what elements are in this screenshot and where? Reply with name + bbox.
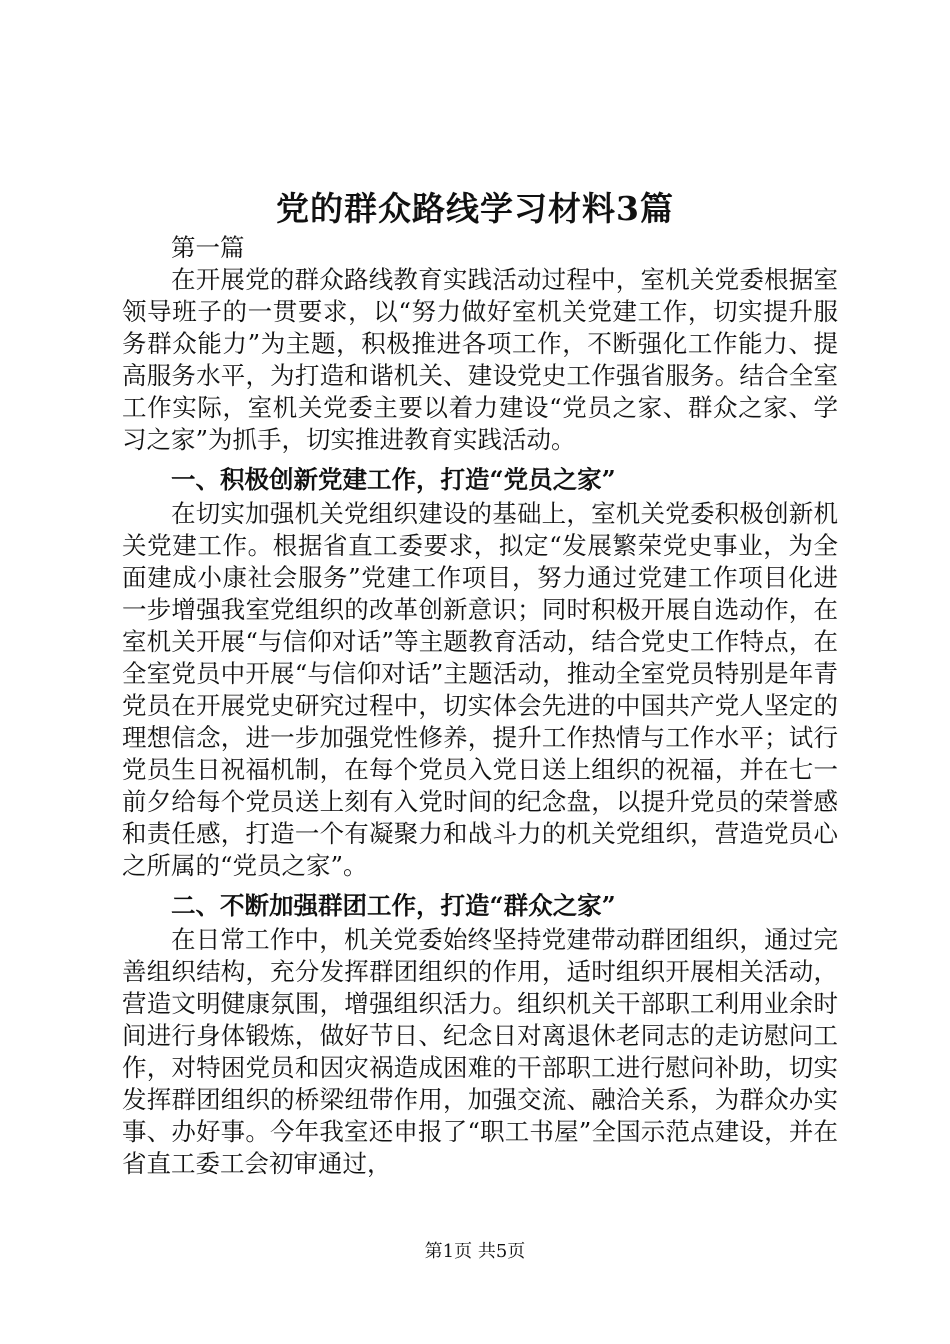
section-label: 第一篇: [171, 233, 245, 262]
page-footer: 第1页 共5页: [424, 1241, 526, 1262]
paragraph: 在切实加强机关党组织建设的基础上，室机关党委积极创新机关党建工作。根据省直工委要求，拟定“发展繁荣党史事业，为全面建成小康社会服务”党建工作项目，努力通过党建工作项目化进一步增强我室党组织的改革创新意识；同时积极开展自选动作，在室机关开展“与信仰对话”等主题教育活动，结合党史工作特点，在全室党员中开展“与信仰对话”主题活动，推动全室党员特别是年青党员在开展党史研究过程中，切实体会先进的中国共产党人坚定的理想信念，进一步加强党性修养，提升工作热情与工作水平；试行党员生日祝福机制，在每个党员入党日送上组织的祝福，并在七一前夕给每个党员送上刻有入党时间的纪念盘，以提升党员的荣誉感和责任感，打造一个有凝聚力和战斗力的机关党组织，营造党员心之所属的“党员之家”。: [122, 499, 838, 880]
document-body: [122, 232, 838, 1180]
paragraph: 在开展党的群众路线教育实践活动过程中，室机关党委根据室领导班子的一贯要求，以“努力做好室机关党建工作，切实提升服务群众能力”为主题，积极推进各项工作，不断强化工作能力、提高服务水平，为打造和谐机关、建设党史工作强省服务。结合全室工作实际，室机关党委主要以着力建设“党员之家、群众之家、学习之家”为抓手，切实推进教育实践活动。: [122, 265, 838, 454]
section-heading: 二、不断加强群团工作，打造“群众之家”: [171, 891, 616, 920]
document-title: 党的群众路线学习材料3篇: [276, 189, 674, 228]
paragraph: 在日常工作中，机关党委始终坚持党建带动群团组织，通过完善组织结构，充分发挥群团组织的作用，适时组织开展相关活动，营造文明健康氛围，增强组织活力。组织机关干部职工利用业余时间进行身体锻炼，做好节日、纪念日对离退休老同志的走访慰问工作，对特困党员和因灾祸造成困难的干部职工进行慰问补助，切实发挥群团组织的桥梁纽带作用，加强交流、融洽关系，为群众办实事、办好事。今年我室还申报了“职工书屋”全国示范点建设，并在省直工委工会初审通过，: [122, 925, 838, 1178]
section-heading: 一、积极创新党建工作，打造“党员之家”: [171, 465, 616, 494]
